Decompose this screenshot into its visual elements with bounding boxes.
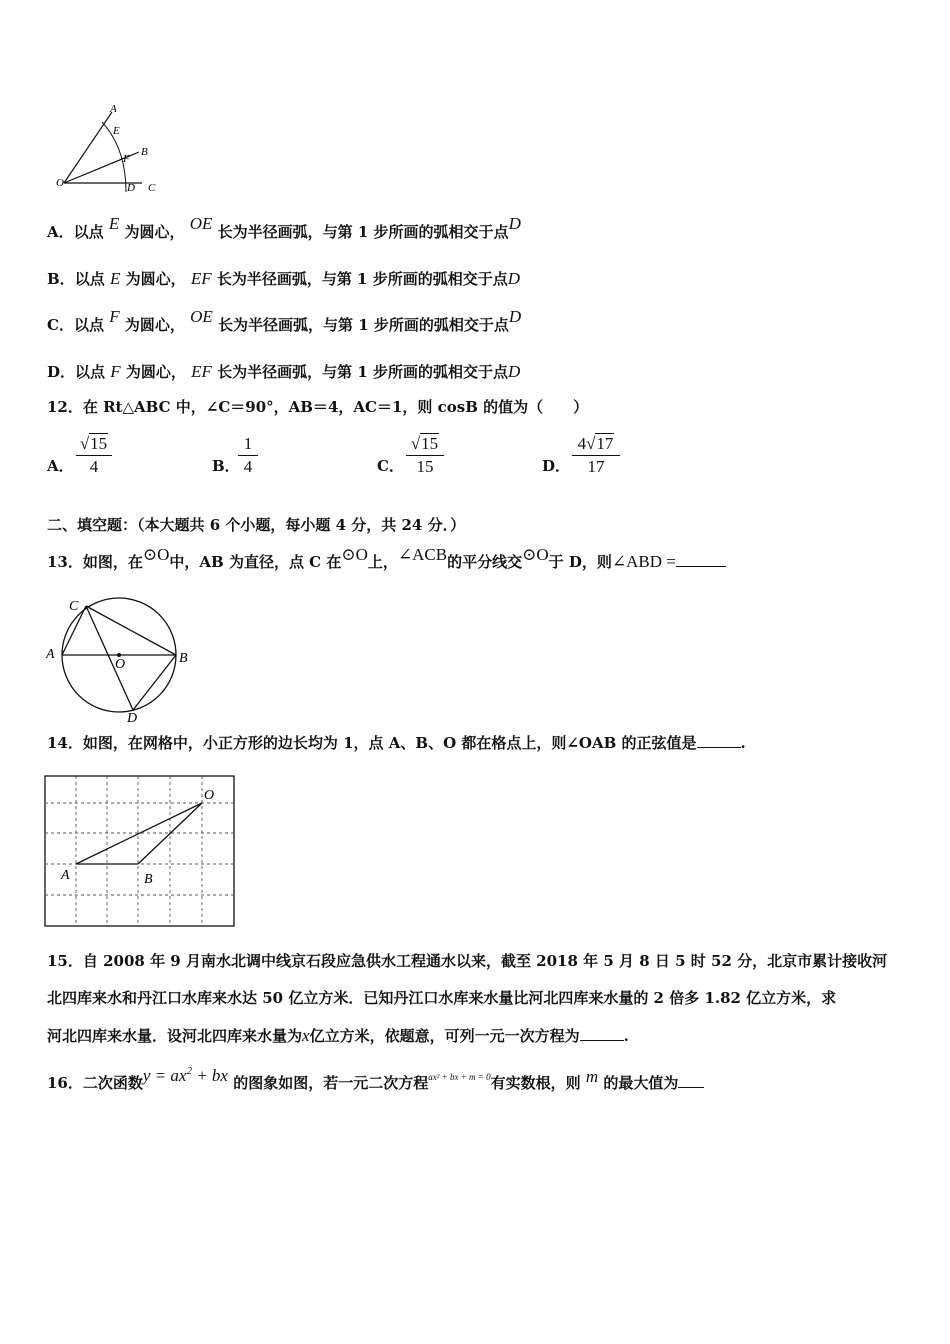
- svg-text:D: D: [127, 711, 138, 724]
- section-2-title: 二、填空题：（本大题共 6 个小题，每小题 4 分，共 24 分．）: [47, 516, 466, 534]
- q12-option-d-letter: D．: [542, 457, 571, 475]
- q16-answer-blank[interactable]: [678, 1087, 704, 1088]
- q13-answer-blank[interactable]: [676, 566, 726, 567]
- label-E: E: [113, 125, 120, 137]
- q14-grid-figure: [44, 775, 236, 928]
- q13-stem: 13．如图，在⊙O中，AB 为直径，点 C 在⊙O上，∠ACB的平分线交⊙O于 D，则∠ABD =: [47, 552, 726, 572]
- q12-option-b-fraction: $\frac{1}{4}$: [238, 433, 258, 478]
- q15-line-3: 河北四库来水量．设河北四库来水量为x亿立方米，依题意，可列一元一次方程为 .: [47, 1026, 629, 1045]
- q12-option-c-letter: C．: [377, 457, 404, 475]
- q12-option-a-letter: A．: [47, 457, 74, 475]
- label-F: F: [123, 153, 130, 165]
- q15-answer-blank[interactable]: [580, 1040, 624, 1041]
- q15-line-2: 北四库来水和丹江口水库来水达 50 亿立方米．已知丹江口水库来水量比河北四库来水量的 2 倍多 1.82 亿立方米，求: [47, 989, 837, 1007]
- q15-line-1: 15．自 2008 年 9 月南水北调中线京石段应急供水工程通水以来，截至 2018 年 5 月 8 日 5 时 52 分，北京市累计接收河: [47, 952, 888, 970]
- q11-option-b: B．以点 E 为圆心， EF 长为半径画弧，与第 1 步所画的弧相交于点D: [47, 269, 520, 288]
- svg-text:B: B: [144, 872, 153, 887]
- q11-option-d: D．以点 F 为圆心， EF 长为半径画弧，与第 1 步所画的弧相交于点D: [47, 362, 521, 381]
- svg-text:O: O: [115, 657, 126, 672]
- svg-text:C: C: [69, 599, 79, 614]
- q13-circle-figure: [42, 596, 202, 724]
- q12-option-c-fraction: $\frac{√15}{15}$: [406, 433, 444, 478]
- label-D: D: [127, 182, 135, 194]
- angle-construction-figure: [44, 100, 169, 196]
- q14-stem: 14．如图，在网格中，小正方形的边长均为 1，点 A、B、O 都在格点上，则∠OAB 的正弦值是 .: [47, 734, 746, 752]
- q16-stem: 16．二次函数$y = ax^2$ + bx 的图象如图，若一元二次方程$^{ax^2 + bx + m = 0}$有实数根，则 m 的最大值为: [47, 1073, 704, 1095]
- label-O: O: [56, 177, 64, 189]
- label-B: B: [141, 146, 148, 158]
- svg-text:B: B: [179, 651, 188, 666]
- q12-option-a-fraction: $\frac{√15}{4}$: [76, 433, 112, 478]
- svg-text:A: A: [46, 647, 55, 662]
- label-C: C: [148, 182, 156, 194]
- svg-text:O: O: [204, 788, 215, 803]
- label-A: A: [110, 103, 117, 115]
- q14-answer-blank[interactable]: [697, 747, 741, 748]
- q11-option-c: C．以点 F 为圆心， OE 长为半径画弧，与第 1 步所画的弧相交于点D: [47, 307, 522, 334]
- svg-text:A: A: [61, 868, 70, 883]
- q12-option-d-fraction: $\frac{4√17}{17}$: [572, 433, 620, 478]
- q12-option-b-letter: B．: [212, 457, 240, 475]
- q11-option-a: A．以点 E 为圆心， OE 长为半径画弧，与第 1 步所画的弧相交于点D: [47, 214, 521, 241]
- q12-stem: 12．在 Rt△ABC 中，∠C＝90°，AB＝4，AC＝1，则 cosB 的值为（ ）: [47, 398, 589, 416]
